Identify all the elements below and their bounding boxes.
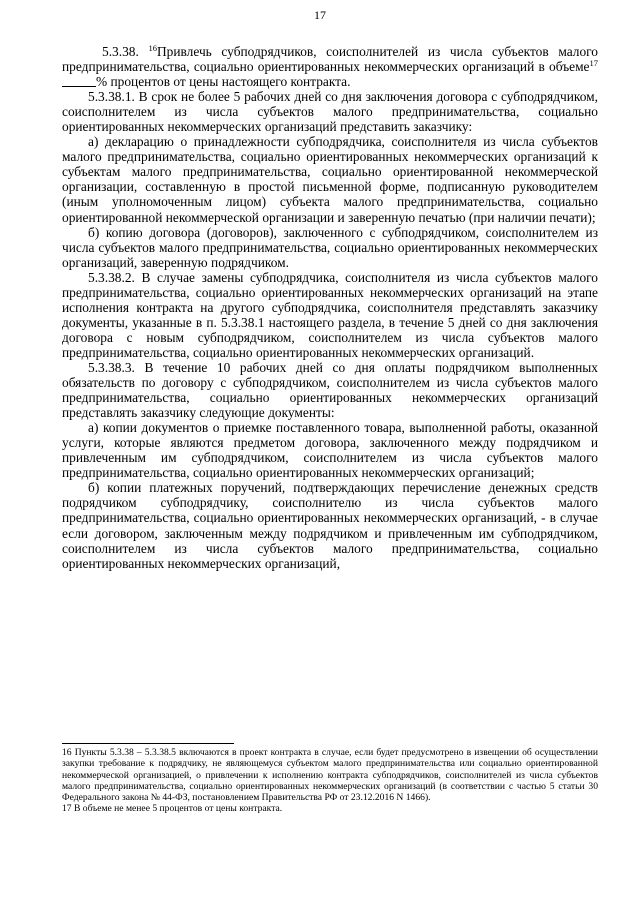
- clause-number: 5.3.38.: [102, 44, 139, 59]
- paragraph-item-b-payment-orders: б) копии платежных поручений, подтверждающих перечисление денежных средств подрядчиком субподрядчику, соисполнителю из числа субъектов малого предпринимательства, социально ориентированных некоммерческих организаций, - в случае если договором, заключенным между подрядчиком и привлеченным им субподрядчиком, соисполнителем из числа субъектов малого предпринимательства, социально ориентированных некоммерческих организаций,: [62, 480, 598, 571]
- contract-body: [62, 44, 598, 571]
- clause-5-3-38: [62, 44, 598, 89]
- paragraph-5-3-38-2: 5.3.38.2. В случае замены субподрядчика, соисполнителя из числа субъектов малого предпринимательства, социально ориентированных некоммерческих организаций на этапе исполнения контракта на другого субподрядчика, соисполнителя представлять заказчику документы, указанные в п. 5.3.38.1 настоящего раздела, в течение 5 дней со дня заключения договора с новым субподрядчиком, соисполнителем из числа субъектов малого предпринимательства, социально ориентированных некоммерческих организаций.: [62, 269, 598, 360]
- blank-fill-line: [62, 76, 96, 87]
- clause-text-before: Привлечь субподрядчиков, соисполнителей из числа субъектов малого предпринимательства, социально ориентированных некоммерческих организаций в объеме: [62, 44, 598, 75]
- footnote-ref-17[interactable]: 17: [589, 58, 598, 69]
- paragraph-item-a-declaration: а) декларацию о принадлежности субподрядчика, соисполнителя из числа субъектов малого предпринимательства, социально ориентированных некоммерческих организаций к субъектам малого предпринимательства, социально ориентированной некоммерческой организации, составленную в простой письменной форме, подписанную руководителем (иным уполномоченным лицом) субъекта малого предпринимательства, социально ориентированной некоммерческой организации и заверенную печатью (при наличии печати);: [62, 134, 598, 225]
- footnote-16: 16 Пункты 5.3.38 – 5.3.38.5 включаются в проект контракта в случае, если будет предусмотрено в извещении об осуществлении закупки требование к подрядчику, не являющемуся субъектом малого предпринимательства или социально ориентированной некоммерческой организацией, о привлечении к исполнению контракта субподрядчиков, соисполнителей из числа субъектов малого предпринимательства, социально ориентированных некоммерческих организаций (в соответствии с частью 5 статьи 30 Федерального закона № 44-ФЗ, постановлением Правительства РФ от 23.12.2016 N 1466).: [62, 747, 598, 804]
- clause-text-after: % процентов от цены настоящего контракта.: [96, 74, 351, 90]
- footnotes: [62, 747, 598, 815]
- paragraph-item-b-contract-copy: б) копию договора (договоров), заключенного с субподрядчиком, соисполнителем из числа субъектов малого предпринимательства, социально ориентированных некоммерческих организаций, заверенную подрядчиком.: [62, 224, 598, 270]
- paragraph-5-3-38-1: 5.3.38.1. В срок не более 5 рабочих дней со дня заключения договора с субподрядчиком, соисполнителем из числа субъектов малого предпринимательства, социально ориентированных некоммерческих организаций представить заказчику:: [62, 89, 598, 135]
- page-number: 17: [314, 8, 326, 22]
- footnote-17: 17 В объеме не менее 5 процентов от цены контракта.: [62, 803, 283, 815]
- footnote-divider: [62, 743, 234, 744]
- paragraph-5-3-38-3: 5.3.38.3. В течение 10 рабочих дней со дня оплаты подрядчиком выполненных обязательств по договору с субподрядчиком, соисполнителем из числа субъектов малого предпринимательства, социально ориентированных некоммерческих организаций представлять заказчику следующие документы:: [62, 359, 598, 421]
- paragraph-item-a-acceptance-docs: а) копии документов о приемке поставленного товара, выполненной работы, оказанной услуги, которые являются предметом договора, заключенного между подрядчиком и привлеченным им субподрядчиком, соисполнителем из числа субъектов малого предпринимательства, социально ориентированных некоммерческих организаций;: [62, 420, 598, 481]
- footnote-ref-16[interactable]: 16: [148, 43, 157, 53]
